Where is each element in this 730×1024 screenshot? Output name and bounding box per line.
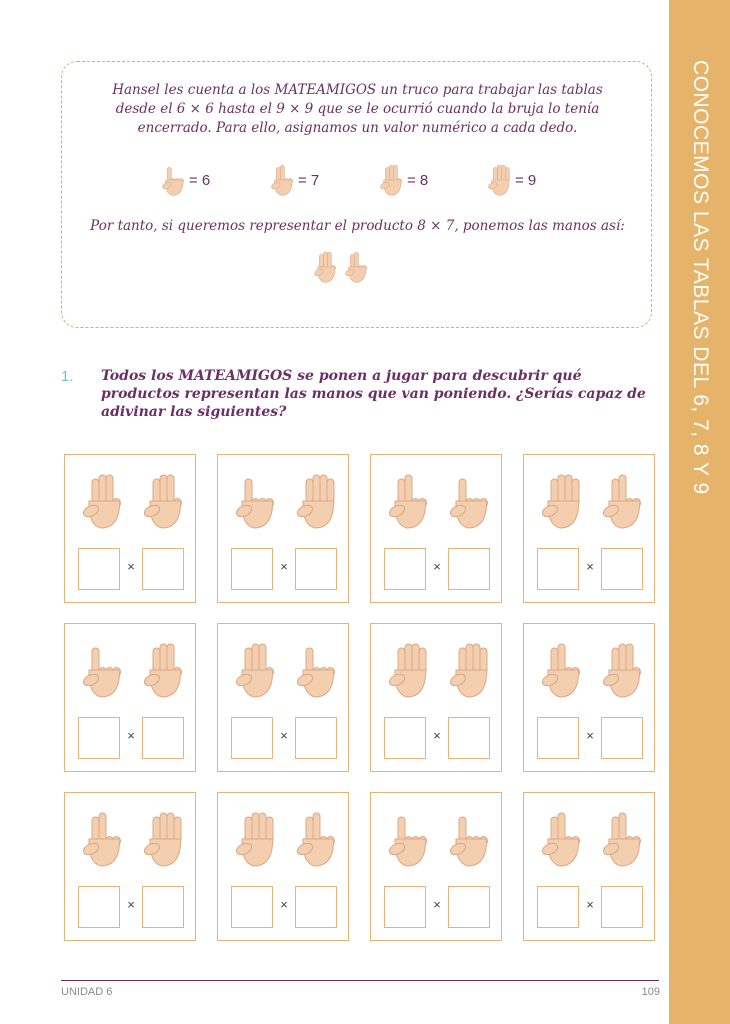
exercise-card: [64, 454, 196, 603]
times-sign: ×: [127, 559, 135, 574]
hand-icon: [385, 640, 429, 700]
answer-box[interactable]: [448, 548, 490, 590]
times-sign: ×: [586, 559, 594, 574]
hand-icon: [446, 471, 490, 531]
hand-icon: [486, 163, 511, 197]
finger-value-8: [378, 152, 428, 208]
finger-value-7: [269, 152, 319, 208]
answer-box[interactable]: [448, 886, 490, 928]
question-text: Todos los MATEAMIGOS se ponen a jugar para descubrir qué productos representan las manos que van poniendo. ¿Serías capaz de adivinar las siguientes?: [101, 368, 646, 420]
answer-box[interactable]: [601, 548, 643, 590]
hand-icon: [232, 640, 276, 700]
hand-icon: [293, 471, 337, 531]
answer-box[interactable]: [384, 717, 426, 759]
times-sign: ×: [433, 559, 441, 574]
answer-box[interactable]: [295, 886, 337, 928]
value-label: = 6: [189, 171, 211, 189]
exercise-card: [370, 623, 502, 772]
exercise-card: [523, 792, 655, 941]
answer-box[interactable]: [78, 886, 120, 928]
hand-icon: [446, 809, 490, 869]
hand-icon: [79, 809, 123, 869]
exercise-card: [217, 792, 349, 941]
exercise-card: [217, 454, 349, 603]
example-hands: [312, 250, 402, 308]
answer-box[interactable]: [142, 717, 184, 759]
exercise-card: [370, 792, 502, 941]
hand-icon: [599, 809, 643, 869]
answer-box[interactable]: [537, 717, 579, 759]
hand-icon: [538, 471, 582, 531]
hand-icon: [140, 471, 184, 531]
answer-box[interactable]: [78, 717, 120, 759]
finger-values-row: [62, 152, 653, 208]
exercise-card: [523, 623, 655, 772]
footer-divider: [61, 980, 659, 981]
answer-box[interactable]: [295, 548, 337, 590]
answer-box[interactable]: [384, 548, 426, 590]
answer-box[interactable]: [231, 886, 273, 928]
times-sign: ×: [127, 897, 135, 912]
answer-box[interactable]: [448, 717, 490, 759]
times-sign: ×: [280, 559, 288, 574]
answer-box[interactable]: [601, 717, 643, 759]
times-sign: ×: [586, 897, 594, 912]
answer-box[interactable]: [142, 548, 184, 590]
intro-text: Hansel les cuenta a los MATEAMIGOS un truco para trabajar las tablas desde el 6 × 6 hasta el 9 × 9 que se le ocurrió cuando la bruja lo tenía encerrado. Para ello, asignamos un valor numérico a cada dedo.: [112, 82, 603, 136]
exercise-card: [217, 623, 349, 772]
hand-icon: [599, 471, 643, 531]
times-sign: ×: [280, 897, 288, 912]
hand-icon: [160, 163, 185, 197]
hand-icon: [599, 640, 643, 700]
times-sign: ×: [127, 728, 135, 743]
exercise-grid: [64, 454, 656, 941]
hand-icon: [378, 163, 403, 197]
value-label: = 7: [298, 171, 320, 189]
hand-icon: [312, 250, 337, 308]
hand-icon: [343, 250, 368, 308]
hand-icon: [140, 640, 184, 700]
hand-icon: [385, 809, 429, 869]
times-sign: ×: [433, 728, 441, 743]
exercise-card: [523, 454, 655, 603]
hand-icon: [232, 809, 276, 869]
value-label: = 9: [515, 171, 537, 189]
finger-value-6: [160, 152, 210, 208]
exercise-card: [370, 454, 502, 603]
footer-unit: UNIDAD 6: [61, 986, 113, 998]
sidebar-title: CONOCEMOS LAS TABLAS DEL 6, 7, 8 Y 9: [689, 60, 712, 495]
exercise-card: [64, 792, 196, 941]
page-number: 109: [641, 986, 660, 998]
answer-box[interactable]: [78, 548, 120, 590]
answer-box[interactable]: [384, 886, 426, 928]
hand-icon: [79, 640, 123, 700]
hand-icon: [140, 809, 184, 869]
answer-box[interactable]: [231, 548, 273, 590]
hand-icon: [269, 163, 294, 197]
finger-value-9: [486, 152, 536, 208]
answer-box[interactable]: [231, 717, 273, 759]
answer-box[interactable]: [537, 886, 579, 928]
example-text: Por tanto, si queremos representar el producto 8 × 7, ponemos las manos así:: [90, 218, 625, 234]
answer-box[interactable]: [537, 548, 579, 590]
hand-icon: [79, 471, 123, 531]
question-number: 1.: [61, 368, 74, 385]
exercise-card: [64, 623, 196, 772]
hand-icon: [446, 640, 490, 700]
hand-icon: [385, 471, 429, 531]
answer-box[interactable]: [142, 886, 184, 928]
answer-box[interactable]: [295, 717, 337, 759]
hand-icon: [232, 471, 276, 531]
hand-icon: [538, 809, 582, 869]
times-sign: ×: [586, 728, 594, 743]
hand-icon: [293, 809, 337, 869]
intro-box: [61, 61, 652, 328]
hand-icon: [538, 640, 582, 700]
value-label: = 8: [407, 171, 429, 189]
times-sign: ×: [280, 728, 288, 743]
times-sign: ×: [433, 897, 441, 912]
answer-box[interactable]: [601, 886, 643, 928]
hand-icon: [293, 640, 337, 700]
